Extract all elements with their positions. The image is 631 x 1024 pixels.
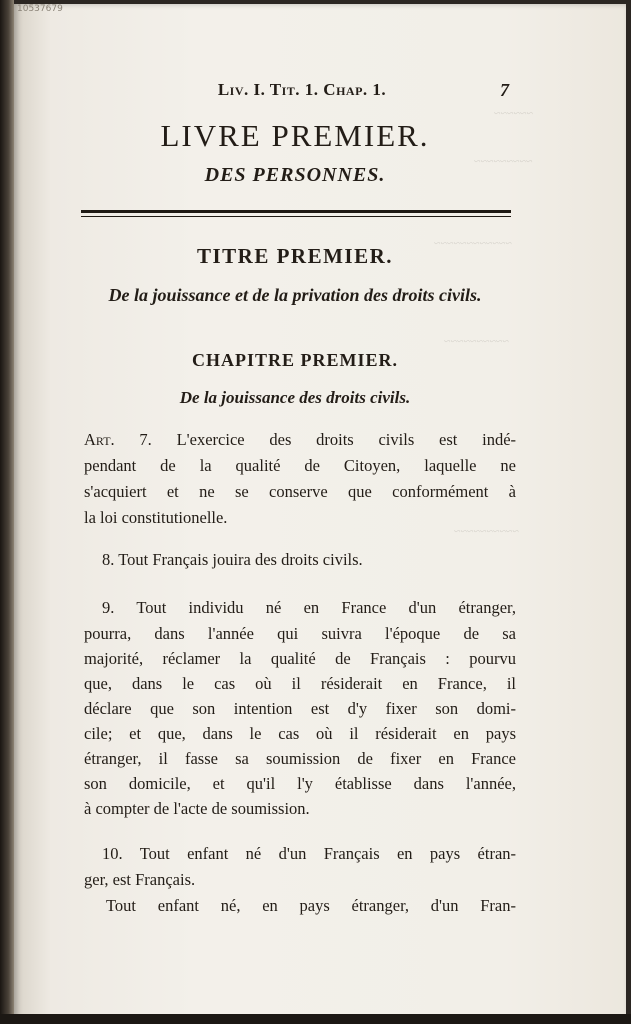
article-7-line-3: s'acquiert et ne se conserve que conformément à [84,482,516,501]
book-spine [0,0,14,1024]
title-rule-thick [81,210,511,213]
book-page [14,4,626,1020]
article-9-line-2: pourra, dans l'année qui suivra l'époque de sa [84,624,516,643]
article-9-line-6: cile; et que, dans le cas où il résiderait en pays [84,724,516,743]
article-text: Tout Français jouira des droits civils. [118,550,363,569]
article-9-line-7: étranger, il fasse sa soumission de fixer en France [84,749,516,768]
bleed-through-text: ~~~~~~~~~~~~ [434,236,512,250]
article-text: Tout enfant né d'un Français en pays étran- [139,844,517,863]
page-bottom-shadow [0,1014,631,1024]
book-title: LIVRE PREMIER. [160,118,430,153]
article-number: 10. [102,844,123,863]
article-9-line-3: majorité, réclamer la qualité de Français : pourvu [84,649,516,668]
shelfmark: 10537679 [17,4,63,14]
title-subtitle: De la jouissance et de la privation des droits civils. [108,285,482,305]
chapter-subtitle: De la jouissance des droits civils. [179,388,411,407]
running-head: Liv. I. Tit. 1. Chap. 1. [217,80,387,99]
bleed-through-text: ~~~~~~~~~~ [444,334,509,348]
page-number: 7 [500,80,509,100]
article-text: L'exercice des droits civils est indé- [176,430,517,449]
article-10-line-2: ger, est Français. [84,870,196,889]
article-9-line-8: son domicile, et qu'il l'y établisse dans l'année, [84,774,516,793]
article-9-line-1 [102,598,516,618]
article-7-line-2: pendant de la qualité de Citoyen, laquelle ne [84,456,516,475]
article-10-line-1 [102,844,516,864]
article-9-line-5: déclare que son intention est d'y fixer son domi- [84,699,516,718]
article-number: Art. 7. [84,430,152,449]
article-10-line-3: Tout enfant né, en pays étranger, d'un Fran- [106,896,516,915]
article-8-line-1 [102,550,363,570]
article-7-line-4: la loi constitutionelle. [84,508,228,527]
article-number: 8. [102,550,115,569]
article-9-line-9: à compter de l'acte de soumission. [84,799,310,818]
bleed-through-text: ~~~~~~ [494,106,533,120]
article-9-line-4: que, dans le cas où il résiderait en France, il [84,674,516,693]
article-text: Tout individu né en France d'un étranger, [136,598,516,617]
bleed-through-text: ~~~~~~~~~~ [454,524,519,538]
article-number: 9. [102,598,115,617]
chapter-heading: CHAPITRE PREMIER. [191,350,398,370]
book-subtitle: DES PERSONNES. [204,164,386,186]
article-7-line-1 [84,430,516,450]
title-rule-thin [81,216,511,217]
bleed-through-text: ~~~~~~~~~ [474,154,533,168]
title-heading: TITRE PREMIER. [196,244,394,268]
